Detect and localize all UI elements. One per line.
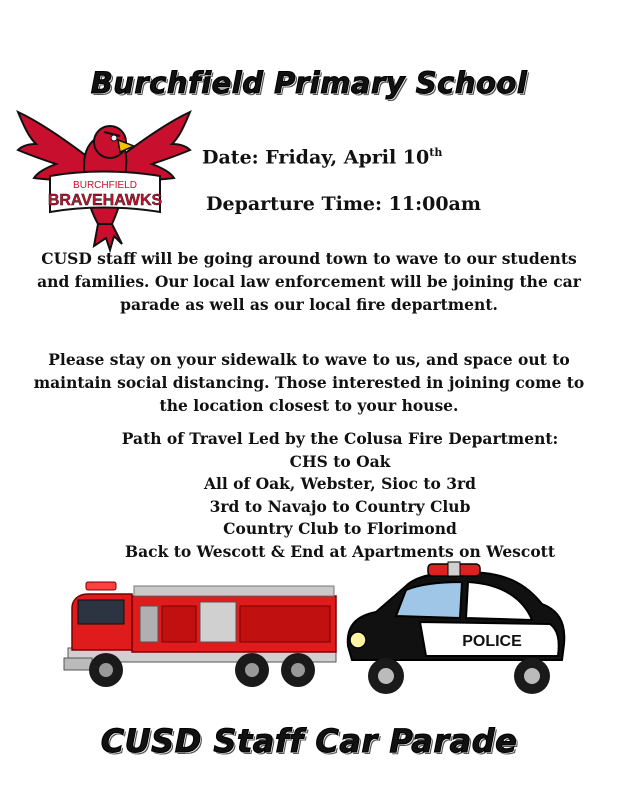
fire-truck-icon [62, 578, 342, 692]
logo-line2: BRAVEHAWKS [47, 192, 163, 209]
route-stop: CHS to Oak [289, 451, 391, 471]
intro-paragraph: CUSD staff will be going around town to wave to our students and families. Our local law enforcement will be joining the car parade as well as our local fire department. [37, 249, 581, 314]
logo-line1: BURCHFIELD [73, 180, 137, 191]
police-car-icon [336, 560, 572, 696]
event-date-text: Date: Friday, April 10 [202, 146, 430, 169]
route-stop: 3rd to Navajo to Country Club [209, 496, 471, 516]
hawk-mascot-icon [14, 106, 192, 254]
event-time: Departure Time: 11:00am [206, 193, 481, 215]
event-date-suffix: th [429, 146, 443, 159]
route-stop: Back to Wescott & End at Apartments on Wescott [124, 541, 556, 561]
instructions-paragraph: Please stay on your sidewalk to wave to us, and space out to maintain social distancing. Those interested in joining come to the location closest to your house. [33, 350, 585, 415]
route-heading: Path of Travel Led by the Colusa Fire Department: [121, 429, 559, 448]
route-stop: Country Club to Florimond [223, 519, 457, 538]
footer-title: CUSD Staff Car Parade [100, 722, 518, 760]
police-car-label: POLICE [462, 633, 522, 650]
route-stop: All of Oak, Webster, Sioc to 3rd [203, 474, 477, 493]
route-section [90, 428, 590, 563]
page-title: Burchfield Primary School [90, 66, 528, 100]
event-date [202, 146, 442, 168]
